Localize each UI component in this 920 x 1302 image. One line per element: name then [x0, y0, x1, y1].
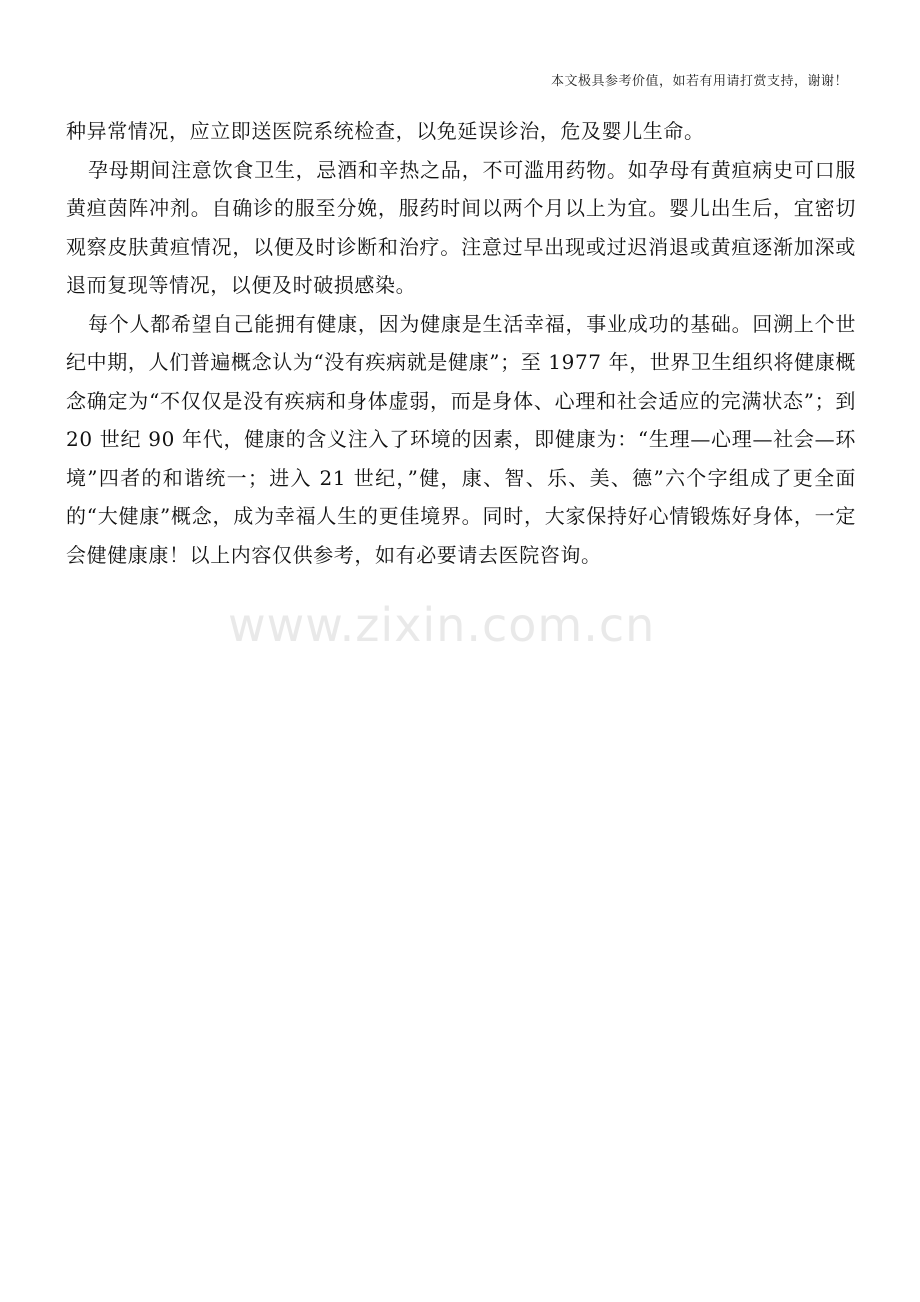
paragraph-pregnancy-care: 孕母期间注意饮食卫生，忌酒和辛热之品，不可滥用药物。如孕母有黄疸病史可口服黄疸茵阵冲剂。自确诊的服至分娩，服药时间以两个月以上为宜。婴儿出生后，宜密切观察皮肤黄疸情况，以便及时诊断和治疗。注意过早出现或过迟消退或黄疸逐渐加深或退而复现等情况，以便及时破损感染。 [66, 157, 856, 297]
paragraph-health-concept: 每个人都希望自己能拥有健康，因为健康是生活幸福，事业成功的基础。回溯上个世纪中期，人们普遍概念认为“没有疾病就是健康”；至 1977 年，世界卫生组织将健康概念确定为“不仅仅是没有疾病和身体虚弱，而是身体、心理和社会适应的完满状态”；到 20 世纪 90 年代，健康的含义注入了环境的因素，即健康为：“生理—心理—社会—环境”四者的和谐统一；进入 21 世纪，”健，康、智、乐、美、德”六个字组成了更全面的“大健康”概念，成为幸福人生的更佳境界。同时，大家保持好心情锻炼好身体，一定会健健康康！以上内容仅供参考，如有必要请去医院咨询。 [66, 311, 856, 567]
document-body [66, 112, 856, 574]
paragraph-continuation: 种异常情况，应立即送医院系统检查，以免延误诊治，危及婴儿生命。 [66, 119, 705, 143]
watermark: www.zixin.com.cn [228, 598, 656, 652]
page-header-note: 本文极具参考价值，如若有用请打赏支持，谢谢！ [550, 74, 848, 89]
